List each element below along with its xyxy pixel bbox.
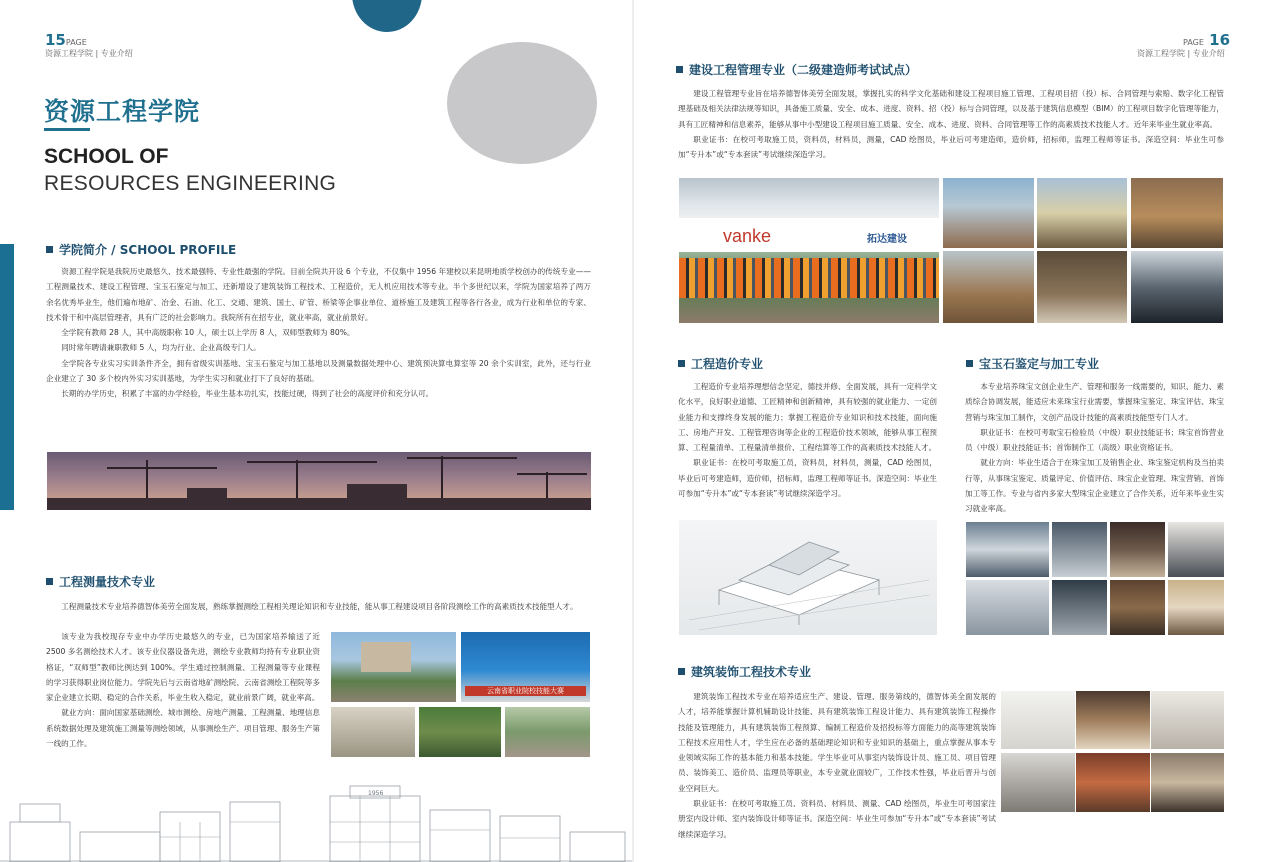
building-year-label: 1956 [368,790,384,797]
group-photo-vanke [679,178,939,323]
gem-photo-7 [1110,580,1165,635]
profile-paragraph: 资源工程学院是我院历史最悠久、技术最强特、专业性最强的学院。目前全院共开设 6 个专业，不仅集中 1956 年建校以来昆明地质学校创办的传统专业——工程测量技术、建设工程管理、宝玉石鉴定与加工、还新增设了建筑装饰工程技术、工程造价，无人机应用技术等专业。半个多世纪以来，学院为国家培养了两万余名优秀毕业生，他们遍布地矿、冶金、石油、化工、交通、建筑、国土、矿管、桥梁等企事业单位、道桥施工及建筑工程等各行各业，成为行业和单位的专家、技术骨干和中高层管理者，具有广泛的社会影响力。我院所有在招专业，就业率高，就业前景好。 [46,267,591,322]
survey-paragraph: 该专业为我校现存专业中办学历史最悠久的专业，已为国家培养输送了近 2500 多名测绘技术人才。该专业仪器设备先进，测绘专业教师均持有专业职业资格证，“双师型”教师比例达到 100%。学生通过控制测量、工程测量等专业课程的学习获得职业岗位能力。学院先后与云南省地矿测绘院、云南省测绘工程院等多家企业建立长期、稳定的合作关系，毕业生收入稳定，就业前景广阔，就业率高。 [46,632,320,703]
interior-photo-4 [1001,753,1075,812]
profile-heading: 学院简介 / SCHOOL PROFILE [46,241,236,258]
survey-photo-2 [461,632,590,702]
gem-paragraph: 职业证书：在校可考取宝石检验员（中级）职业技能证书；珠宝首饰营业员（中级）职业技能证书；首饰制作工（高级）职业资格证书。 [965,427,1224,453]
campus-building-drawing [0,782,634,862]
interior-photo-5 [1076,753,1150,812]
cost-paragraph: 职业证书：在校可考取施工员，资料员，材料员，测量，CAD 绘图员，毕业后可考建造师，造价师，招标师，监理工程师等证书。深造空间：毕业生可参加“专升本”或“专本套读”考试继续深造学习。 [678,458,937,499]
interior-photo-3 [1151,691,1224,749]
profile-paragraph: 同时常年聘请兼职教师 5 人，均为行业、企业高级专门人。 [61,343,261,353]
survey-intro-paragraph: 工程测量技术专业培养德智体美劳全面发展，熟练掌握测绘工程相关理论知识和专业技能，能从事工程建设项目各阶段测绘工作的高素质技术技能型人才。 [61,602,578,611]
page-header-sub-right: 资源工程学院 | 专业介绍 [1137,49,1225,58]
gem-photo-1 [966,522,1049,577]
survey-text [46,629,320,751]
survey-heading: 工程测量技术专业 [46,573,155,590]
page-number-right: PAGE 16 [1183,31,1231,49]
gem-text [965,379,1224,517]
gem-photo-6 [1052,580,1107,635]
school-title-en-1: SCHOOL OF [44,145,169,168]
school-title-en-2: RESOURCES ENGINEERING [44,172,337,195]
decoration-paragraph: 职业证书：在校可考取施工员、资料员、材料员、测量、CAD 绘图员，毕业生可考国家注册室内设计师、室内装饰设计师等证书。深造空间：毕业生可参加“专升本”或“专本套读”考试继续深造学习。 [678,799,996,839]
square-bullet-icon [678,668,685,675]
vanke-logo: vanke [723,226,772,246]
tuoda-logo: 拓达建设 [867,234,907,245]
cost-heading: 工程造价专业 [678,355,763,372]
site-photo-2 [1037,178,1127,248]
gem-photo-2 [1052,522,1107,577]
gem-paragraph: 就业方向：毕业生适合于在珠宝加工及销售企业、珠宝鉴定机构及当拍卖行等，从事珠宝鉴定、质量评定、价值评估、珠宝企业管理、珠宝营销、首饰加工等工作。专业与省内多家大型珠宝企业建立了合作关系，近年来毕业生实习就业率高。 [965,458,1224,514]
profile-text [46,264,591,402]
square-bullet-icon [46,246,53,253]
survey-photo-5 [505,707,590,757]
right-page [634,0,1269,862]
school-title-cn: 资源工程学院 [44,97,201,126]
profile-paragraph: 全学院各专业实习实训条件齐全，拥有省级实训基地、宝玉石鉴定与加工基地以及测量数据处理中心、建筑预决算电算室等 20 余个实训室，此外，还与行业企业建立了 30 多个校内外实习实训基地，为学生实习和就业打下了良好的基础。 [46,358,591,384]
decoration-text [678,689,996,842]
square-bullet-icon [46,578,53,585]
survey-photo-3 [331,707,415,757]
construction-skyline-photo [47,452,591,510]
left-page [0,0,634,862]
profile-paragraph: 全学院有教师 28 人，其中高级职称 10 人，硕士以上学历 8 人，双师型教师为 80%。 [61,328,355,338]
survey-photo-4 [419,707,501,757]
gem-photo-4 [1168,522,1224,577]
site-photo-5 [1037,251,1127,323]
profile-paragraph: 长期的办学历史，积累了丰富的办学经验，毕业生基本功扎实，技能过硬，得到了社会的高度评价和充分认可。 [61,389,434,399]
interior-photo-6 [1151,753,1224,812]
gem-photo-5 [966,580,1049,635]
site-photo-1 [943,178,1034,248]
gem-paragraph: 本专业培养珠宝文创企业生产、管理和服务一线需要的，知识、能力、素质综合协调发展，能适应未来珠宝行业需要，掌握珠宝鉴定、珠宝评估、珠宝营销与珠宝加工制作，文创产品设计技能的高素质技能型专门人才。 [965,382,1224,422]
square-bullet-icon [966,360,973,367]
building-model-render [679,520,937,635]
page-number-left: 15PAGE [45,31,87,49]
top-decor-circle [352,0,422,32]
decoration-heading: 建筑装饰工程技术专业 [678,663,811,680]
cost-text [678,379,937,501]
cost-paragraph: 工程造价专业培养理想信念坚定、德技并修、全面发展，具有一定科学文化水平，良好职业道德、工匠精神和创新精神，具有较强的就业能力、一定创业能力和支撑终身发展的能力；掌握工程造价专业知识和技术技能，面向施工、房地产开发、工程管理咨询等企业的工程造价技术领域，能够从事工程预算、工程量清单、工程量清单报价、工程结算等工作的高素质技术技能人才。 [678,382,937,453]
survey-photo-1 [331,632,456,702]
grey-decor-circle [447,42,597,164]
gem-photo-8 [1168,580,1224,635]
site-photo-6 [1131,251,1223,323]
competition-banner-text: 云南省职业院校技能大赛 [465,686,586,696]
gem-photo-3 [1110,522,1165,577]
site-photo-4 [943,251,1034,323]
construction-mgmt-paragraph: 建设工程管理专业旨在培养德智体美劳全面发展，掌握扎实的科学文化基础和建设工程项目施工管理、工程项目招（投）标、合同管理与索赔、数字化工程管理基础及相关法律法规等知识，具备施工质量、安全、成本、进度、资料、招（投）标与合同管理，以及基于建筑信息模型（BIM）的工程项目数字化管理等能力，具有工匠精神和信息素养，能够从事中小型建设工程项目施工质量、安全、成本、进度、资料、合同管理等工作的高素质技术技能人才。近年来毕业生就业率高。 [678,89,1224,129]
left-sidebar-bar [0,244,14,510]
page-header-sub-left: 资源工程学院 | 专业介绍 [45,49,133,58]
square-bullet-icon [676,66,683,73]
site-photo-3 [1131,178,1223,248]
survey-intro [46,599,591,614]
title-underline [44,128,90,131]
survey-paragraph: 就业方向：面向国家基础测绘、城市测绘、房地产测量、工程测量、地理信息系统数据处理及建筑施工测量等测绘领域，从事测绘生产、项目管理、服务生产第一线的工作。 [46,708,320,749]
gem-heading: 宝玉石鉴定与加工专业 [966,355,1099,372]
interior-photo-2 [1076,691,1150,749]
interior-photo-1 [1001,691,1075,749]
construction-mgmt-heading: 建设工程管理专业（二级建造师考试试点） [676,61,917,78]
square-bullet-icon [678,360,685,367]
decoration-paragraph: 建筑装饰工程技术专业在培养适应生产、建设、管理、服务第线的，德智体美全面发展的人才，培养能掌握计算机辅助设计技能、具有建筑装饰工程设计能力、具有建筑装饰工程操作技能及管理能力，具有建筑装饰工程预算、编制工程造价及招投标等方面能力的高等建筑装饰工程技术应用性人才，学生应在必备的基础理论知识和专业知识的基础上，重点掌握从事本专业领域实际工作的基本能力和基本技能。学生毕业可从事室内装饰设计员、施工员、项目管理员、装饰美工、造价员、监理员等职业，本专业就业面较广，工作技术性强，毕业后晋升与创业空间巨大。 [678,692,996,793]
construction-mgmt-paragraph: 职业证书：在校可考取施工员，资料员，材料员，测量，CAD 绘图员，毕业后可考建造师，造价师，招标师，监理工程师等证书。深造空间：毕业生可参加“专升本”或“专本套读”考试继续深造学习。 [678,134,1224,160]
construction-mgmt-text [678,86,1224,162]
